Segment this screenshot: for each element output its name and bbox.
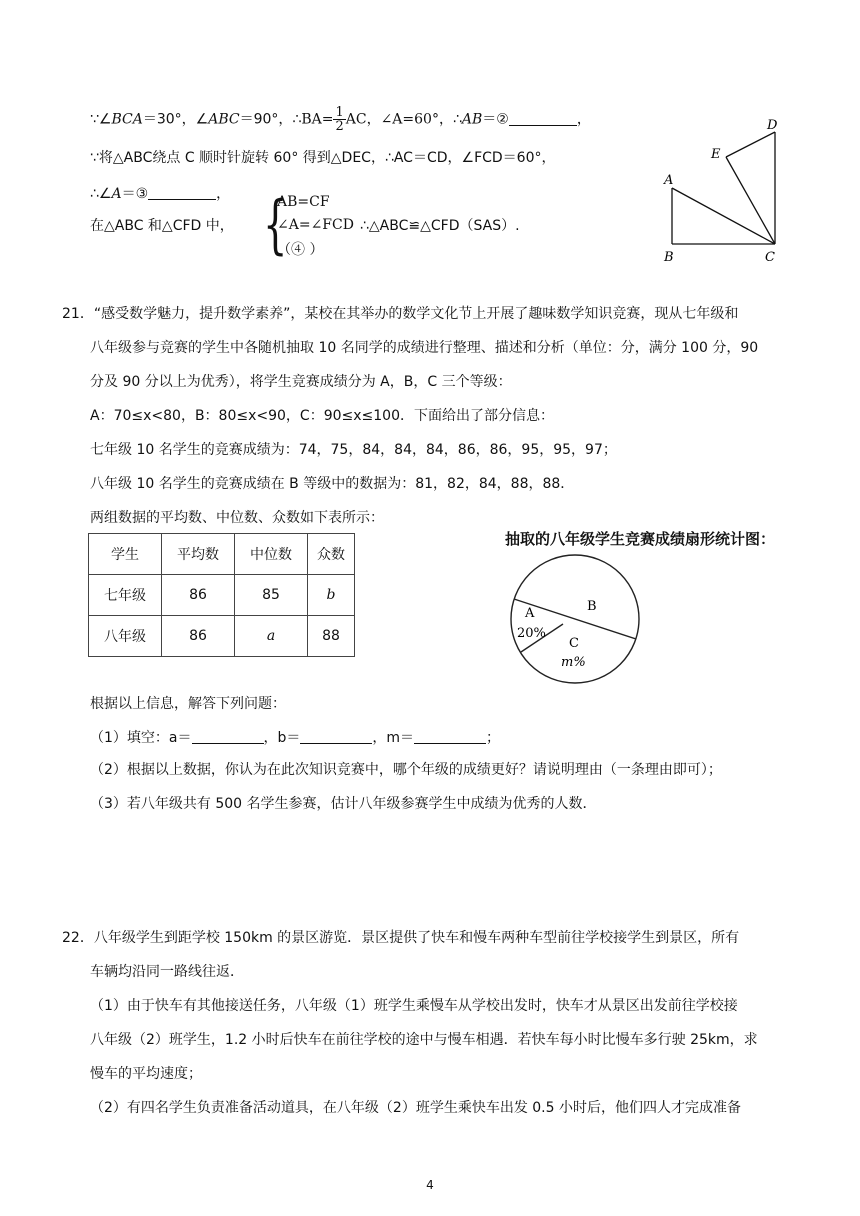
table-header: 众数 (308, 534, 355, 575)
stats-table (88, 533, 355, 657)
q21-line-1: 21．“感受数学魅力，提升数学素养”，某校在其举办的数学文化节上开展了趣味数学知识竞赛，现从七年级和 (62, 306, 739, 322)
table-cell: a (235, 616, 308, 657)
fraction-half (333, 106, 345, 133)
text-eq: = (321, 111, 334, 128)
frac-denominator: 2 (335, 119, 344, 134)
blank-b[interactable] (300, 727, 372, 744)
blank-2-label: ＝② (482, 111, 509, 128)
sub1-prefix: （1）填空：a＝ (90, 730, 192, 746)
q21-line-5: 七年级 10 名学生的竞赛成绩为：74，75，84，84，84，86，86，95，95，97； (90, 442, 617, 458)
sub1-end: ； (486, 730, 501, 746)
because-symbol: ∵∠ (90, 111, 112, 128)
angle-bca: BCA (111, 111, 143, 128)
table-cell: 八年级 (89, 616, 162, 657)
blank-a[interactable] (192, 727, 264, 744)
table-header-row (89, 534, 355, 575)
angle-abc: ABC (208, 111, 240, 128)
table-row (89, 575, 355, 616)
text-comma: ， (576, 111, 591, 128)
q22-line-5: 慢车的平均速度； (90, 1066, 202, 1082)
pie-label-b: B (587, 599, 597, 614)
text-therefore: ，∴ (438, 111, 462, 128)
q21-after-text: 根据以上信息，解答下列问题： (90, 696, 286, 712)
system-eq-2: ∠A=∠FCD (277, 217, 354, 233)
label-c: C (765, 250, 775, 265)
q21-sub3: （3）若八年级共有 500 名学生参赛，估计八年级参赛学生中成绩为优秀的人数． (90, 796, 597, 812)
blank-3-label: ＝③ (121, 186, 149, 202)
edge-ed (726, 132, 775, 157)
system-eq-3: （④ ） (277, 242, 324, 258)
q22-line-1: 22．八年级学生到距学校 150km 的景区游览．景区提供了快车和慢车两种车型前往学校接学生到景区，所有 (62, 930, 740, 946)
triangle-figure (650, 110, 790, 270)
q22-line-6: （2）有四名学生负责准备活动道具，在八年级（2）班学生乘快车出发 0.5 小时后，他们四人才完成准备 (90, 1100, 741, 1116)
proof-line-3 (90, 183, 230, 204)
label-d: D (767, 118, 778, 133)
table-cell: 88 (308, 616, 355, 657)
blank-2[interactable] (509, 109, 577, 126)
sub1-b-label: ，b＝ (263, 730, 301, 746)
proof-line-2: ∵将△ABC绕点 C 顺时针旋转 60° 得到△DEC，∴AC＝CD，∠FCD＝60°， (90, 150, 556, 166)
q21-sub2: （2）根据以上数据，你认为在此次知识竞赛中，哪个年级的成绩更好？请说明理由（一条理由即可）； (90, 762, 722, 778)
q22-line-4: 八年级（2）班学生，1.2 小时后快车在前往学校的途中与慢车相遇．若快车每小时比慢车多行驶 25km，求 (90, 1032, 758, 1048)
table-cell: b (308, 575, 355, 616)
label-b: B (664, 250, 674, 265)
text-angle-a: ，∠A=60° (366, 111, 439, 128)
pie-label-a: A (525, 606, 535, 621)
table-row (89, 616, 355, 657)
q21-line-3: 分及 90 分以上为优秀），将学生竞赛成绩分为 A，B，C 三个等级： (90, 374, 512, 390)
table-cell: 85 (235, 575, 308, 616)
system-eq-1: AB=CF (277, 194, 330, 210)
q21-line-6: 八年级 10 名学生的竞赛成绩在 B 等级中的数据为：81，82，84，88，88． (90, 476, 575, 492)
blank-3[interactable] (148, 183, 216, 200)
text-prefix: ∴∠ (90, 186, 112, 202)
pie-chart (505, 553, 645, 691)
table-cell: 86 (162, 575, 235, 616)
table-header: 平均数 (162, 534, 235, 575)
text-a: A (111, 186, 122, 202)
text-ac: AC (345, 111, 367, 128)
proof-line-4: 在△ABC 和△CFD 中， (90, 218, 234, 234)
pie-value-a: 20% (517, 626, 546, 641)
blank-m[interactable] (414, 727, 486, 744)
pie-value-c: m% (561, 655, 586, 670)
pie-label-c: C (569, 636, 579, 651)
table-header: 中位数 (235, 534, 308, 575)
q22-line-2: 车辆均沿同一路线往返． (90, 964, 244, 980)
proof-conclusion: ∴△ABC≌△CFD（SAS）. (360, 218, 520, 234)
pie-chart-title: 抽取的八年级学生竞赛成绩扇形统计图： (505, 530, 776, 548)
label-e: E (711, 147, 721, 162)
table-header: 学生 (89, 534, 162, 575)
q21-line-2: 八年级参与竞赛的学生中各随机抽取 10 名同学的成绩进行整理、描述和分析（单位：分，满分 100 分，90 (90, 340, 759, 356)
text-eq90: ＝90°，∴ (239, 111, 302, 128)
q21-line-4: A：70≤x<80，B：80≤x<90，C：90≤x≤100．下面给出了部分信息： (90, 408, 554, 424)
text-eq30: ＝30°，∠ (142, 111, 209, 128)
q21-sub1 (90, 727, 500, 748)
table-cell: 七年级 (89, 575, 162, 616)
table-cell: 86 (162, 616, 235, 657)
label-a: A (664, 173, 674, 188)
page-number: 4 (426, 1178, 434, 1192)
text-suffix: ， (216, 186, 231, 202)
proof-line-1 (90, 106, 591, 133)
system-brace: { (263, 188, 288, 262)
text-ba: BA (301, 111, 322, 128)
text-ab: AB (461, 111, 483, 128)
sub1-m-label: ，m＝ (372, 730, 415, 746)
frac-numerator: 1 (335, 105, 344, 120)
q22-line-3: （1）由于快车有其他接送任务，八年级（1）班学生乘慢车从学校出发时，快车才从景区出发前往学校接 (90, 998, 738, 1014)
q21-line-7: 两组数据的平均数、中位数、众数如下表所示： (90, 510, 384, 526)
